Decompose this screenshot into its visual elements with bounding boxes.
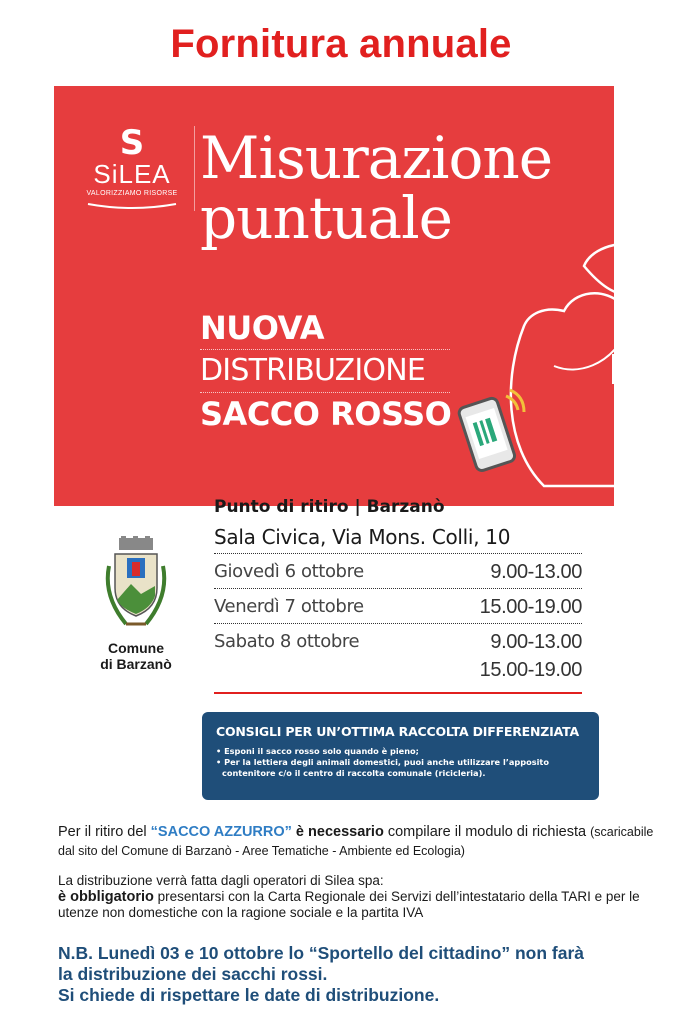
town-crest-icon <box>101 536 171 636</box>
subhead-line-3: SACCO ROSSO <box>200 395 452 433</box>
comune-label-line1: Comune <box>108 640 164 656</box>
barcode-icon <box>612 354 614 384</box>
headline-line-2: puntuale <box>200 184 452 252</box>
schedule-row <box>214 588 582 623</box>
poster-banner <box>54 86 614 506</box>
poster-subhead <box>200 308 460 434</box>
schedule-day: Venerdì 7 ottobre <box>214 596 364 617</box>
comune-label <box>88 640 184 672</box>
info-text: compilare il modulo di richiesta <box>383 824 591 840</box>
poster-headline <box>200 124 553 252</box>
info-note: (scaricabile dal sito del Comune di Barzanò - Aree Tematiche - Ambiente ed Ecologia) <box>58 825 654 858</box>
schedule-time: 15.00-19.00 <box>479 659 582 681</box>
schedule-row <box>214 623 582 686</box>
pickup-label: Punto di ritiro | Barzanò <box>214 497 445 517</box>
headline-line-1: Misurazione <box>200 124 553 192</box>
phone-scanner-icon <box>456 388 526 474</box>
silea-logo-name: SiLEA <box>93 159 171 189</box>
nb-line-2: la distribuzione dei sacchi rossi. <box>58 964 328 984</box>
page-title: Fornitura annuale <box>170 22 512 66</box>
tips-title: CONSIGLI PER UN’OTTIMA RACCOLTA DIFFERENZIATA <box>216 724 579 739</box>
info-text: presentarsi con la Carta Regionale dei Servizi dell’intestatario della TARI e per le utenze non domestiche con la ragione sociale e la partita IVA <box>58 889 640 920</box>
schedule-time: 15.00-19.00 <box>479 596 582 618</box>
subhead-line-2: DISTRIBUZIONE <box>200 353 426 388</box>
pickup-info <box>214 493 582 694</box>
nb-line-1: N.B. Lunedì 03 e 10 ottobre lo “Sportello del cittadino” non farà <box>58 943 585 963</box>
schedule-time: 9.00-13.00 <box>490 631 582 653</box>
schedule-row <box>214 553 582 588</box>
nb-line-3: Si chiede di rispettare le date di distribuzione. <box>58 985 440 1005</box>
info-paragraph-distribution <box>58 873 658 921</box>
info-text: La distribuzione verrà fatta dagli operatori di Silea spa: <box>58 873 384 888</box>
tips-item: • Per la lettiera degli animali domestici, puoi anche utilizzare l’apposito contenitore c/o il centro di raccolta comunale (ricicleria). <box>216 757 549 778</box>
tips-box <box>202 712 599 800</box>
tips-item: • Esponi il sacco rosso solo quando è pieno; <box>216 746 419 756</box>
subhead-line-1: NUOVA <box>200 309 324 347</box>
silea-logo-mark: S <box>119 123 145 163</box>
schedule-day: Sabato 8 ottobre <box>214 631 360 652</box>
pickup-address: Sala Civica, Via Mons. Colli, 10 <box>214 525 511 549</box>
sacco-azzurro-highlight: “SACCO AZZURRO” <box>150 824 292 840</box>
info-emphasis: è necessario <box>291 824 384 840</box>
schedule-day: Giovedì 6 ottobre <box>214 561 364 582</box>
silea-logo-tagline: VALORIZZIAMO RISORSE <box>86 190 178 197</box>
nb-notice <box>58 943 668 1006</box>
info-paragraph-azzurro <box>58 823 658 861</box>
tips-list <box>216 746 585 779</box>
schedule-time: 9.00-13.00 <box>490 561 582 583</box>
info-emphasis: è obbligatorio <box>58 889 154 905</box>
logo-swoosh-icon <box>84 202 180 210</box>
silea-logo <box>82 123 182 215</box>
info-text: Per il ritiro del <box>58 824 151 840</box>
logo-divider <box>194 126 195 211</box>
schedule-end-rule <box>214 692 582 694</box>
comune-crest <box>88 536 184 672</box>
comune-label-line2: di Barzanò <box>100 656 172 672</box>
